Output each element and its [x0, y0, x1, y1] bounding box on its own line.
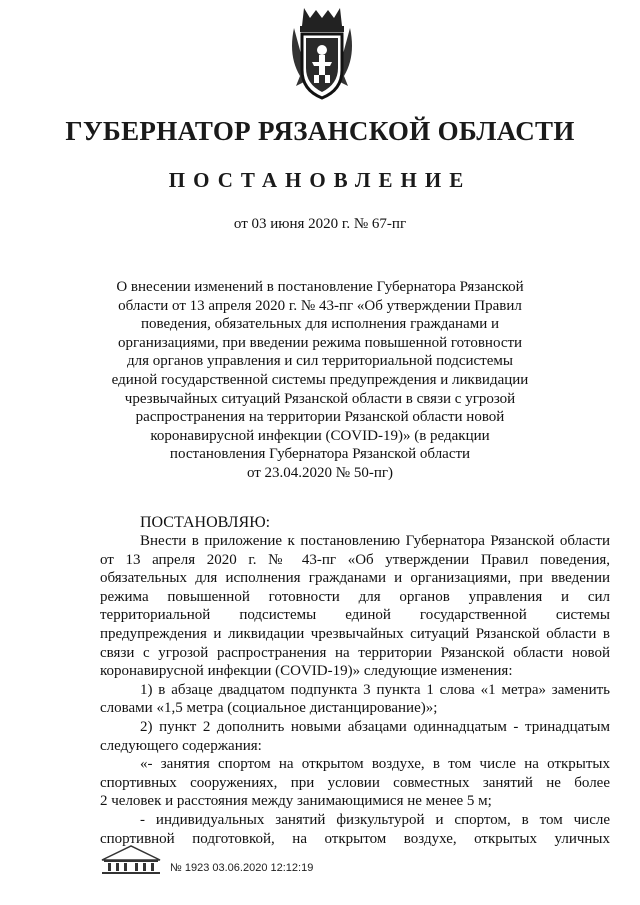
body-line: спортивных сооружениях, при условии совместных занятий не более — [100, 774, 610, 791]
heading-line: от 23.04.2020 № 50-пг) — [246, 464, 394, 481]
body-line: от 13 апреля 2020 г. № 43-пг «Об утверждении Правил поведения, — [100, 551, 610, 568]
heading-line: чрезвычайных ситуаций Рязанской области в связи с угрозой — [124, 390, 516, 407]
heading-line: области от 13 апреля 2020 г. № 43-пг «Об утверждении Правил — [118, 297, 522, 314]
body-line: следующего содержания: — [100, 737, 262, 754]
document-type: ПОСТАНОВЛЕНИЕ — [168, 168, 472, 192]
ryazan-coat-of-arms-icon — [290, 6, 354, 104]
heading-line: организациями, при введении режима повышенной готовности — [117, 334, 523, 351]
body-line: словами «1,5 метра (социальное дистанцирование)»; — [100, 700, 438, 717]
heading-line: распространения на территории Рязанской области новой — [135, 409, 505, 426]
body-line: 2) пункт 2 дополнить новыми абзацами одиннадцатым - тринадцатым — [140, 718, 610, 735]
body-line: режима повышенной готовности для органов управления и сил — [100, 588, 610, 605]
body-line: - индивидуальных занятий физкультурой и спортом, в том числе — [140, 811, 610, 828]
body-line: обязательных для исполнения гражданами и организациями, при введении — [100, 570, 610, 587]
decree-word: ПОСТАНОВЛЯЮ: — [140, 514, 271, 531]
body-line: 1) в абзаце двадцатом подпункта 3 пункта 1 слова «1 метра» заменить — [140, 681, 610, 698]
body-line: спортивной подготовкой, на открытом воздухе, открытых уличных — [100, 830, 610, 847]
heading-line: постановления Губернатора Рязанской области — [169, 446, 471, 463]
heading-line: О внесении изменений в постановление Губернатора Рязанской — [116, 279, 524, 295]
government-building-stamp-icon — [100, 842, 162, 876]
body-line: связи с угрозой распространения на территории Рязанской области новой — [100, 644, 610, 661]
document-date-number: от 03 июня 2020 г. № 67-пг — [233, 216, 407, 232]
heading-line: для органов управления и сил территориальной подсистемы — [127, 353, 513, 370]
body-line: территориальной подсистемы единой государственной системы — [100, 607, 610, 624]
document-heading — [100, 278, 540, 483]
body-line: «- занятия спортом на открытом воздухе, в том числе на открытых — [140, 756, 610, 773]
body-line: 2 человек и расстояния между занимающимися не менее 5 м; — [100, 793, 492, 810]
document-title: ГУБЕРНАТОР РЯЗАНСКОЙ ОБЛАСТИ — [65, 116, 575, 146]
heading-line: единой государственной системы предупреждения и ликвидации — [111, 371, 529, 388]
body-line: Внести в приложение к постановлению Губернатора Рязанской области — [140, 533, 610, 549]
heading-line: коронавирусной инфекции (COVID-19)» (в редакции — [150, 427, 490, 444]
body-line: коронавирусной инфекции (COVID-19)» следующие изменения: — [100, 663, 513, 680]
heading-line: поведения, обязательных для исполнения гражданами и — [140, 316, 500, 333]
body-line: предупреждения и ликвидации чрезвычайных ситуаций Рязанской области в — [100, 625, 610, 642]
document-registration-mark: № 1923 03.06.2020 12:12:19 — [170, 862, 314, 874]
document-body — [100, 532, 610, 848]
